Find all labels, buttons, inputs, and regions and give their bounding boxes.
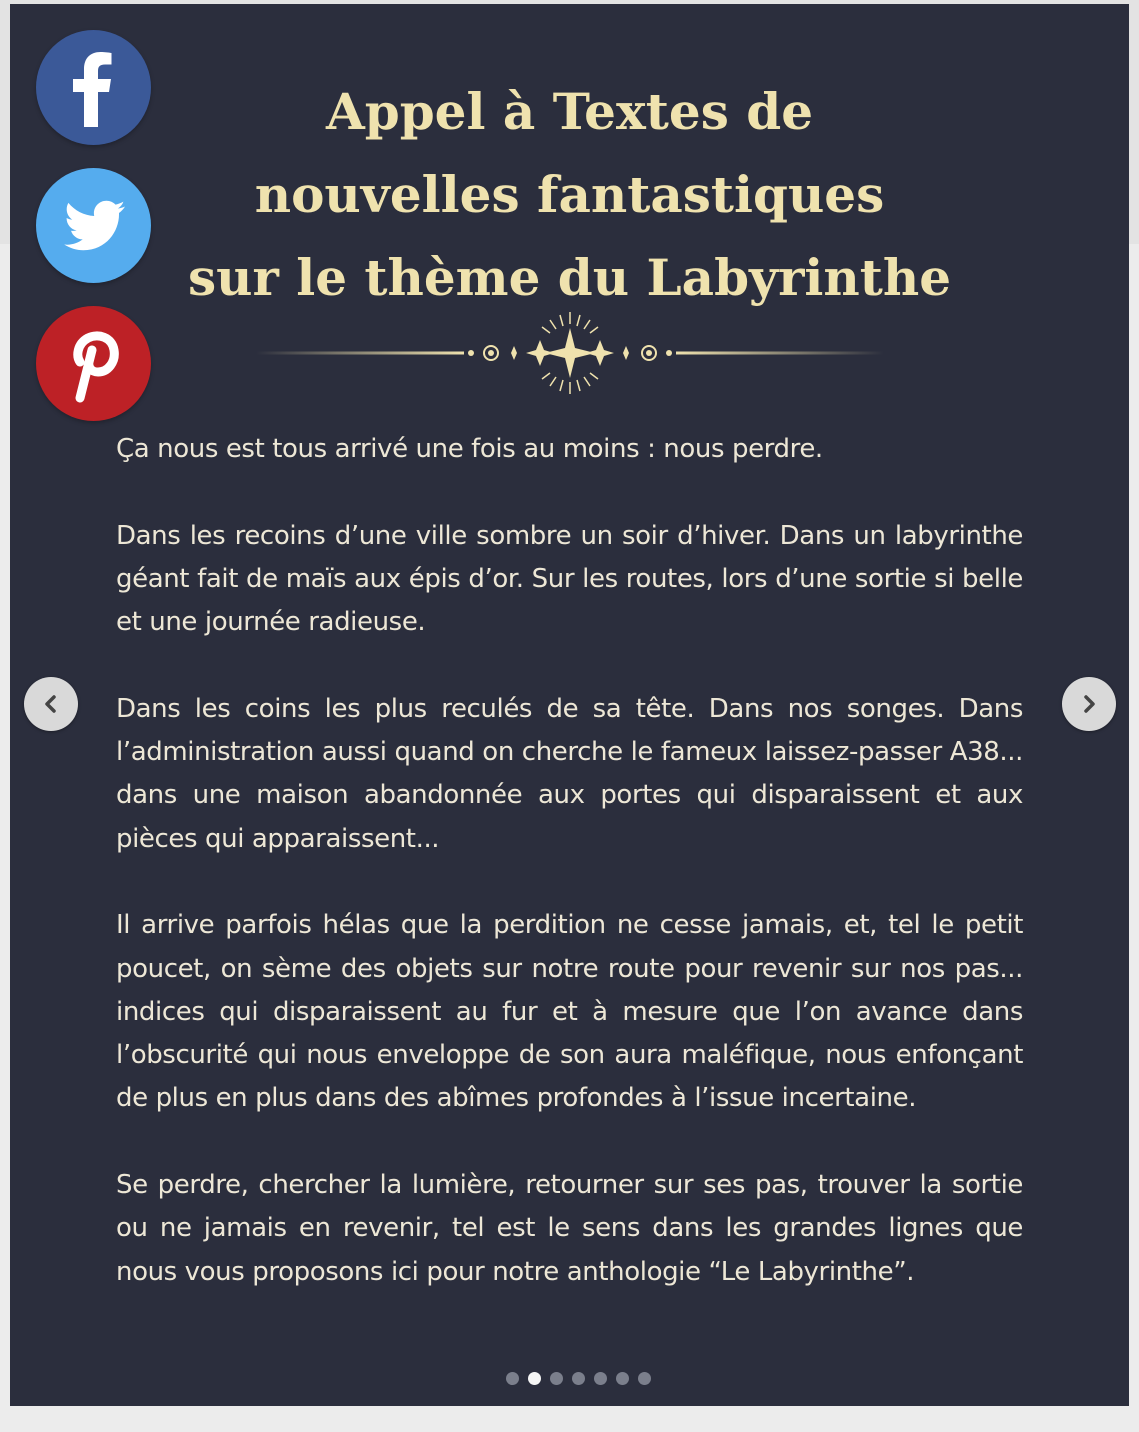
paragraph-5: Se perdre, chercher la lumière, retourner sur ses pas, trouver la sortie ou ne jamais en revenir, tel est le sens dans les grandes lignes que nous vous proposons ici pour notre anthologie “Le Labyrinthe”. [116, 1170, 1023, 1287]
title-line-3: sur le thème du Labyrinthe [187, 248, 952, 307]
paragraph-2: Dans les recoins d’une ville sombre un soir d’hiver. Dans un labyrinthe géant fait de maïs aux épis d’or. Sur les routes, lors d’une sortie si belle et une journée radieuse. [116, 520, 1023, 638]
carousel-prev-button[interactable] [24, 677, 78, 731]
pagination-dot-2[interactable] [528, 1372, 541, 1385]
carousel-next-button[interactable] [1062, 677, 1116, 731]
twitter-icon [36, 168, 151, 283]
carousel-pagination [506, 1372, 651, 1385]
pagination-dot-1[interactable] [506, 1372, 519, 1385]
pagination-dot-7[interactable] [638, 1372, 651, 1385]
pinterest-icon [36, 306, 151, 421]
pagination-dot-3[interactable] [550, 1372, 563, 1385]
paragraph-1: Ça nous est tous arrivé une fois au moins : nous perdre. [116, 434, 823, 464]
slide-body [116, 428, 1023, 1294]
title-line-1: Appel à Textes de [325, 82, 814, 141]
pagination-dot-5[interactable] [594, 1372, 607, 1385]
twitter-share-button[interactable] [36, 168, 151, 283]
title-line-2: nouvelles fantastiques [254, 165, 885, 224]
ornament-divider [248, 304, 892, 404]
pinterest-share-button[interactable] [36, 306, 151, 421]
chevron-left-icon [40, 693, 62, 715]
carousel-slide [10, 4, 1129, 1406]
pagination-dot-6[interactable] [616, 1372, 629, 1385]
facebook-share-button[interactable] [36, 30, 151, 145]
facebook-icon [36, 30, 151, 145]
pagination-dot-4[interactable] [572, 1372, 585, 1385]
paragraph-3: Dans les coins les plus reculés de sa tête. Dans nos songes. Dans l’administration aussi quand on cherche le fameux laissez-passer A38... dans une maison abandonnée aux portes qui disparaissent et aux pièces qui apparaissent... [116, 693, 1023, 854]
paragraph-4: Il arrive parfois hélas que la perdition ne cesse jamais, et, tel le petit poucet, on sème des objets sur notre route pour revenir sur nos pas... indices qui disparaissent au fur et à mesure que l’on avance dans l’obscurité qui nous enveloppe de son aura maléfique, nous enfonçant de plus en plus dans des abîmes profondes à l’issue incertaine. [116, 910, 1023, 1114]
slide-title [10, 70, 1129, 319]
chevron-right-icon [1078, 693, 1100, 715]
